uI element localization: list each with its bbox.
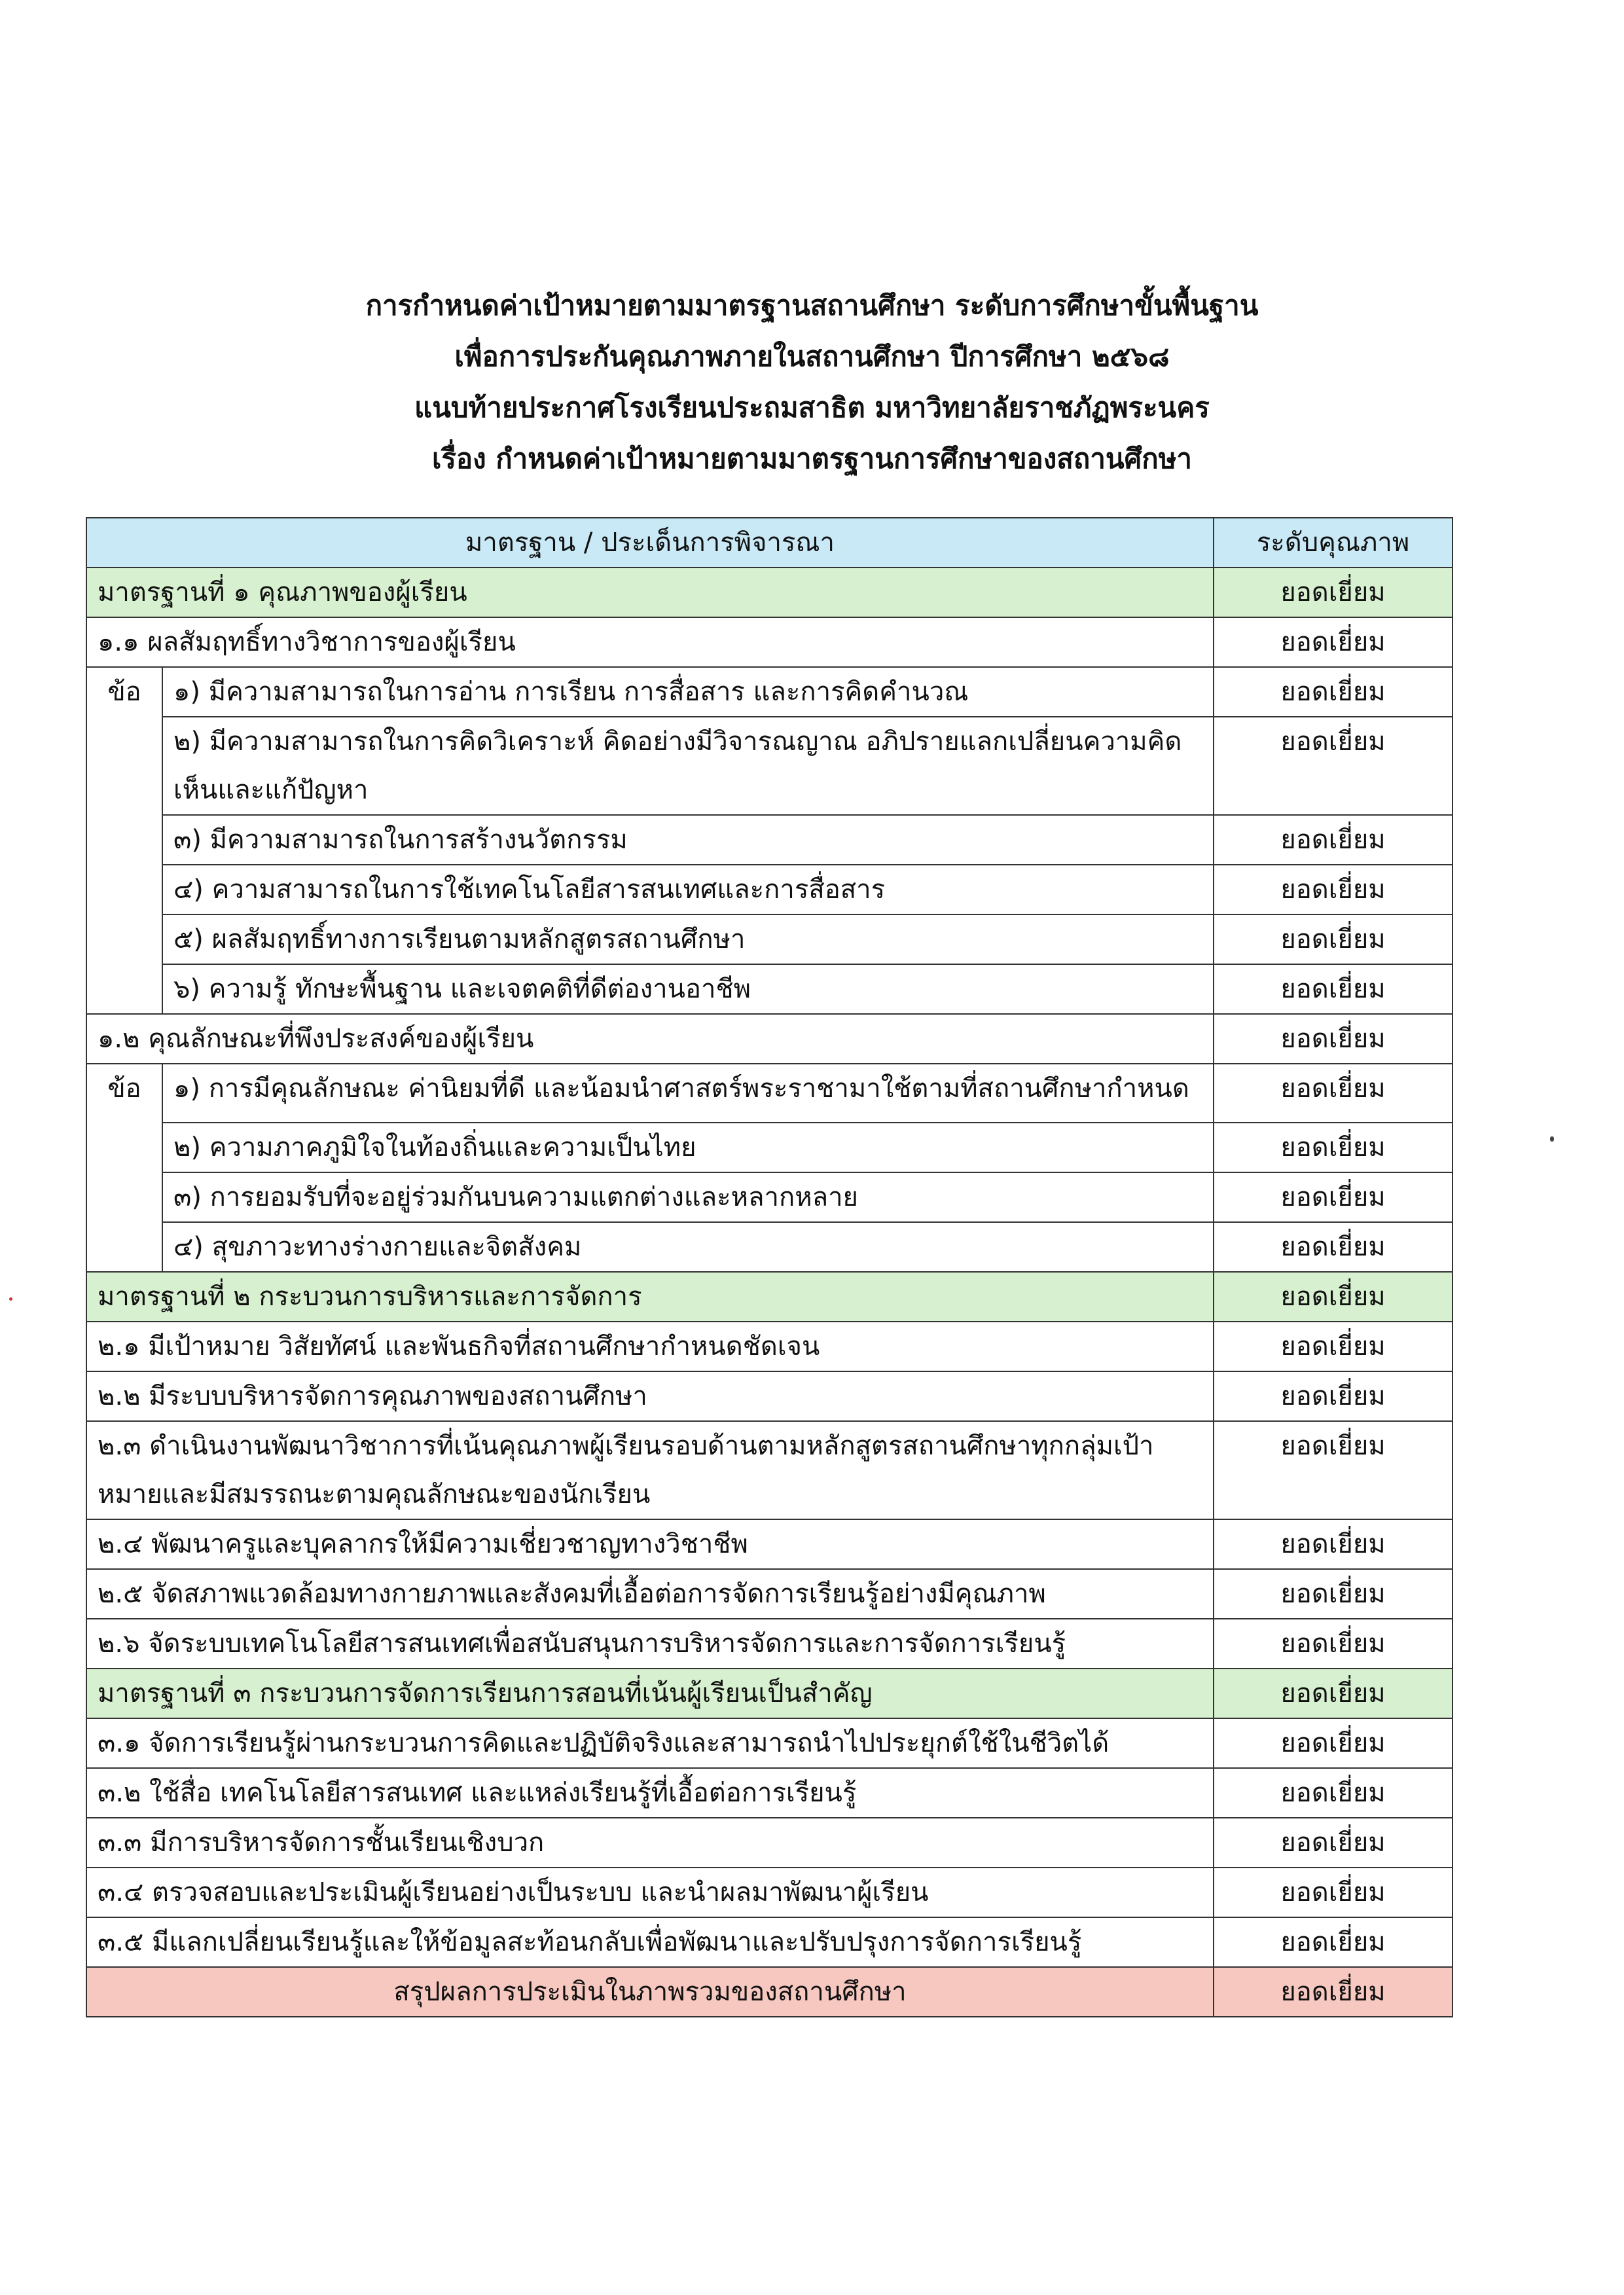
standard-3-row bbox=[86, 1669, 1453, 1718]
indicator-label: ๓.๔ ตรวจสอบและประเมินผู้เรียนอย่างเป็นระบบ และนำผลมาพัฒนาผู้เรียน bbox=[86, 1868, 1214, 1917]
item-label: ๒) มีความสามารถในการคิดวิเคราะห์ คิดอย่างมีวิจารณญาณ อภิปรายแลกเปลี่ยนความคิดเห็นและแก้ปัญหา bbox=[162, 717, 1214, 815]
indicator-level: ยอดเยี่ยม bbox=[1214, 1718, 1453, 1768]
summary-row bbox=[86, 1967, 1453, 2017]
item-level: ยอดเยี่ยม bbox=[1214, 815, 1453, 865]
table-row bbox=[86, 865, 1453, 914]
table-row bbox=[86, 1421, 1453, 1519]
item-label: ๓) มีความสามารถในการสร้างนวัตกรรม bbox=[162, 815, 1214, 865]
indicator-label: ๒.๑ มีเป้าหมาย วิสัยทัศน์ และพันธกิจที่สถานศึกษากำหนดชัดเจน bbox=[86, 1322, 1214, 1371]
item-label: ๑) มีความสามารถในการอ่าน การเรียน การสื่อสาร และการคิดคำนวณ bbox=[162, 667, 1214, 717]
column-header-level: ระดับคุณภาพ bbox=[1214, 518, 1453, 568]
indicator-label: ๑.๑ ผลสัมฤทธิ์ทางวิชาการของผู้เรียน bbox=[86, 617, 1214, 667]
table-row bbox=[86, 964, 1453, 1014]
khor-label: ข้อ bbox=[86, 1064, 162, 1272]
item-label: ๔) ความสามารถในการใช้เทคโนโลยีสารสนเทศและการสื่อสาร bbox=[162, 865, 1214, 914]
item-level: ยอดเยี่ยม bbox=[1214, 717, 1453, 815]
standards-table bbox=[86, 517, 1453, 2017]
table-row bbox=[86, 1718, 1453, 1768]
table-row bbox=[86, 1064, 1453, 1123]
item-label: ๒) ความภาคภูมิใจในท้องถิ่นและความเป็นไทย bbox=[162, 1123, 1214, 1172]
summary-label: สรุปผลการประเมินในภาพรวมของสถานศึกษา bbox=[86, 1967, 1214, 2017]
indicator-level: ยอดเยี่ยม bbox=[1214, 1569, 1453, 1619]
table-row bbox=[86, 1569, 1453, 1619]
standard-2-label: มาตรฐานที่ ๒ กระบวนการบริหารและการจัดการ bbox=[86, 1272, 1214, 1322]
document-title bbox=[0, 280, 1624, 484]
item-level: ยอดเยี่ยม bbox=[1214, 1172, 1453, 1222]
indicator-level: ยอดเยี่ยม bbox=[1214, 1619, 1453, 1669]
standard-1-label: มาตรฐานที่ ๑ คุณภาพของผู้เรียน bbox=[86, 568, 1214, 617]
indicator-label: ๒.๔ พัฒนาครูและบุคลากรให้มีความเชี่ยวชาญทางวิชาชีพ bbox=[86, 1519, 1214, 1569]
table-row bbox=[86, 1222, 1453, 1272]
indicator-level: ยอดเยี่ยม bbox=[1214, 617, 1453, 667]
indicator-label: ๑.๒ คุณลักษณะที่พึงประสงค์ของผู้เรียน bbox=[86, 1014, 1214, 1064]
item-label: ๔) สุขภาวะทางร่างกายและจิตสังคม bbox=[162, 1222, 1214, 1272]
indicator-level: ยอดเยี่ยม bbox=[1214, 1917, 1453, 1967]
item-level: ยอดเยี่ยม bbox=[1214, 914, 1453, 964]
item-label: ๖) ความรู้ ทักษะพื้นฐาน และเจตคติที่ดีต่องานอาชีพ bbox=[162, 964, 1214, 1014]
scan-speck bbox=[1550, 1136, 1554, 1142]
indicator-level: ยอดเยี่ยม bbox=[1214, 1868, 1453, 1917]
indicator-label: ๒.๕ จัดสภาพแวดล้อมทางกายภาพและสังคมที่เอื้อต่อการจัดการเรียนรู้อย่างมีคุณภาพ bbox=[86, 1569, 1214, 1619]
standard-1-level: ยอดเยี่ยม bbox=[1214, 568, 1453, 617]
table-row bbox=[86, 1172, 1453, 1222]
item-level: ยอดเยี่ยม bbox=[1214, 1123, 1453, 1172]
khor-label: ข้อ bbox=[86, 667, 162, 1014]
item-label: ๕) ผลสัมฤทธิ์ทางการเรียนตามหลักสูตรสถานศึกษา bbox=[162, 914, 1214, 964]
title-line-1: การกำหนดค่าเป้าหมายตามมาตรฐานสถานศึกษา ระดับการศึกษาขั้นพื้นฐาน bbox=[365, 289, 1259, 321]
indicator-level: ยอดเยี่ยม bbox=[1214, 1768, 1453, 1818]
item-level: ยอดเยี่ยม bbox=[1214, 964, 1453, 1014]
table-row bbox=[86, 1322, 1453, 1371]
indicator-label: ๒.๓ ดำเนินงานพัฒนาวิชาการที่เน้นคุณภาพผู้เรียนรอบด้านตามหลักสูตรสถานศึกษาทุกกลุ่มเป้าหมายและมีสมรรถนะตามคุณลักษณะของนักเรียน bbox=[86, 1421, 1214, 1519]
table-row bbox=[86, 617, 1453, 667]
title-line-3: แนบท้ายประกาศโรงเรียนประถมสาธิต มหาวิทยาลัยราชภัฏพระนคร bbox=[414, 391, 1210, 424]
indicator-level: ยอดเยี่ยม bbox=[1214, 1371, 1453, 1421]
standard-3-level: ยอดเยี่ยม bbox=[1214, 1669, 1453, 1718]
item-level: ยอดเยี่ยม bbox=[1214, 667, 1453, 717]
item-level: ยอดเยี่ยม bbox=[1214, 1064, 1453, 1123]
item-label: ๓) การยอมรับที่จะอยู่ร่วมกันบนความแตกต่างและหลากหลาย bbox=[162, 1172, 1214, 1222]
standard-2-row bbox=[86, 1272, 1453, 1322]
indicator-label: ๓.๒ ใช้สื่อ เทคโนโลยีสารสนเทศ และแหล่งเรียนรู้ที่เอื้อต่อการเรียนรู้ bbox=[86, 1768, 1214, 1818]
indicator-label: ๓.๕ มีแลกเปลี่ยนเรียนรู้และให้ข้อมูลสะท้อนกลับเพื่อพัฒนาและปรับปรุงการจัดการเรียนรู้ bbox=[86, 1917, 1214, 1967]
item-level: ยอดเยี่ยม bbox=[1214, 1222, 1453, 1272]
indicator-level: ยอดเยี่ยม bbox=[1214, 1322, 1453, 1371]
table-row bbox=[86, 1768, 1453, 1818]
indicator-label: ๓.๓ มีการบริหารจัดการชั้นเรียนเชิงบวก bbox=[86, 1818, 1214, 1868]
standard-2-level: ยอดเยี่ยม bbox=[1214, 1272, 1453, 1322]
indicator-level: ยอดเยี่ยม bbox=[1214, 1421, 1453, 1519]
indicator-label: ๓.๑ จัดการเรียนรู้ผ่านกระบวนการคิดและปฏิบัติจริงและสามารถนำไปประยุกต์ใช้ในชีวิตได้ bbox=[86, 1718, 1214, 1768]
column-header-standard: มาตรฐาน / ประเด็นการพิจารณา bbox=[86, 518, 1214, 568]
table-row bbox=[86, 1123, 1453, 1172]
standard-3-label: มาตรฐานที่ ๓ กระบวนการจัดการเรียนการสอนที่เน้นผู้เรียนเป็นสำคัญ bbox=[86, 1669, 1214, 1718]
table-row bbox=[86, 1014, 1453, 1064]
table-row bbox=[86, 667, 1453, 717]
table-row bbox=[86, 1868, 1453, 1917]
table-row bbox=[86, 1519, 1453, 1569]
item-level: ยอดเยี่ยม bbox=[1214, 865, 1453, 914]
table-row bbox=[86, 1818, 1453, 1868]
table-row bbox=[86, 717, 1453, 815]
indicator-level: ยอดเยี่ยม bbox=[1214, 1014, 1453, 1064]
title-line-2: เพื่อการประกันคุณภาพภายในสถานศึกษา ปีการศึกษา ๒๕๖๘ bbox=[454, 340, 1170, 372]
indicator-level: ยอดเยี่ยม bbox=[1214, 1818, 1453, 1868]
table-row bbox=[86, 1371, 1453, 1421]
indicator-label: ๒.๖ จัดระบบเทคโนโลยีสารสนเทศเพื่อสนับสนุนการบริหารจัดการและการจัดการเรียนรู้ bbox=[86, 1619, 1214, 1669]
scan-speck bbox=[9, 1297, 12, 1301]
standard-1-row bbox=[86, 568, 1453, 617]
indicator-label: ๒.๒ มีระบบบริหารจัดการคุณภาพของสถานศึกษา bbox=[86, 1371, 1214, 1421]
indicator-level: ยอดเยี่ยม bbox=[1214, 1519, 1453, 1569]
table-row bbox=[86, 914, 1453, 964]
summary-level: ยอดเยี่ยม bbox=[1214, 1967, 1453, 2017]
table-row bbox=[86, 1917, 1453, 1967]
table-header-row bbox=[86, 518, 1453, 568]
table-row bbox=[86, 1619, 1453, 1669]
title-line-4: เรื่อง กำหนดค่าเป้าหมายตามมาตรฐานการศึกษาของสถานศึกษา bbox=[431, 443, 1192, 475]
table-row bbox=[86, 815, 1453, 865]
item-label: ๑) การมีคุณลักษณะ ค่านิยมที่ดี และน้อมนำศาสตร์พระราชามาใช้ตามที่สถานศึกษากำหนด bbox=[162, 1064, 1214, 1123]
